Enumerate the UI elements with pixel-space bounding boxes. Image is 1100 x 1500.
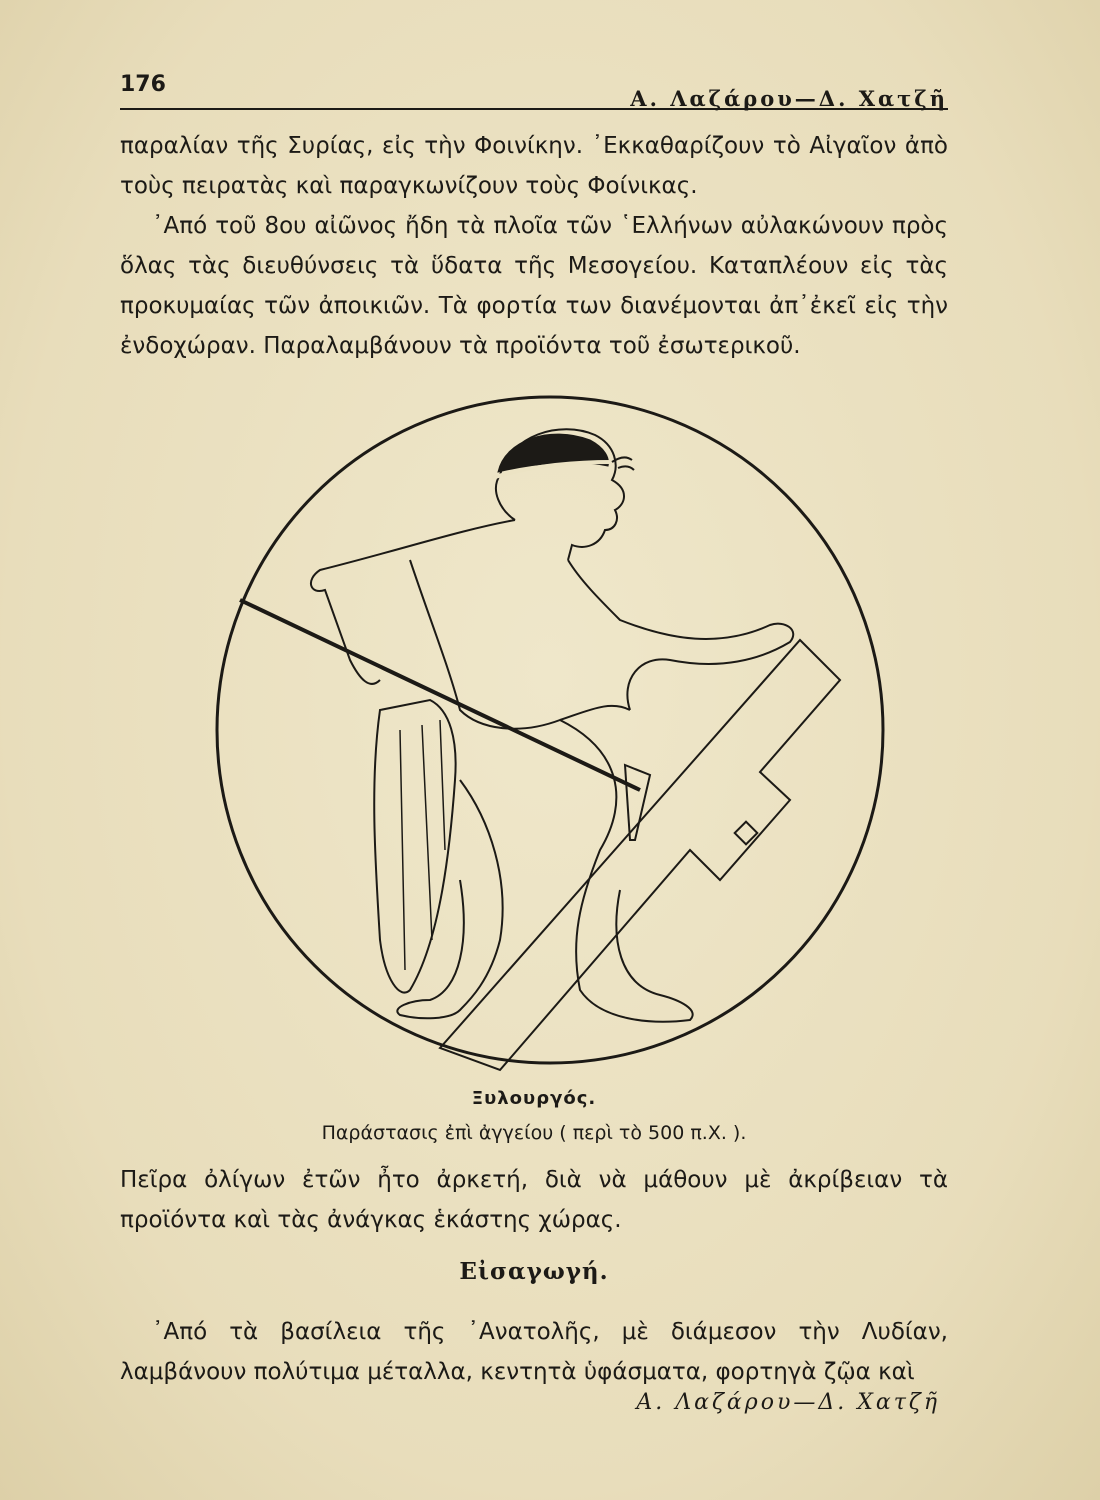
paragraph-4: ᾿Από τὰ βασίλεια τῆς ᾿Ανατολῆς, μὲ διάμεσον τὴν Λυδίαν, λαμβάνουν πολύτιμα μέταλλα, κεντητὰ ὑφάσματα, φορτηγὰ ζῷα καὶ	[120, 1319, 948, 1385]
carpenter-figure-drawing	[200, 380, 900, 1080]
footer-signature: Α. Λαζάρου—Δ. Χατζῆ	[636, 1390, 940, 1415]
header-rule	[120, 108, 948, 110]
section-heading: Εἰσαγωγή.	[459, 1258, 609, 1285]
figure-caption-subtitle: Παράστασις ἐπὶ ἀγγείου ( περὶ τὸ 500 π.Χ. ).	[321, 1122, 747, 1144]
paragraph-2: ᾿Από τοῦ 8ου αἰῶνος ἤδη τὰ πλοῖα τῶν ῾Ελλήνων αὐλακώνουν πρὸς ὅλας τὰς διευθύνσεις τὰ ὕδατα τῆς Μεσογείου. Καταπλέουν εἰς τὰς προκυμαίας τῶν ἀποικιῶν. Τὰ φορτία των διανέμονται ἀπ᾿ἐκεῖ εἰς τὴν ἐνδοχώραν. Παραλαμβάνουν τὰ προϊόντα τοῦ ἐσωτερικοῦ.	[120, 213, 948, 359]
paragraph-3: Πεῖρα ὀλίγων ἐτῶν ἦτο ἀρκετή, διὰ νὰ μάθουν μὲ ἀκρίβειαν τὰ προϊόντα καὶ τὰς ἀνάγκας ἑκάστης χώρας.	[120, 1167, 948, 1233]
text-block-bottom	[120, 1312, 948, 1392]
vase-illustration	[200, 380, 900, 1080]
text-block-middle	[120, 1160, 948, 1240]
figure-caption-title: Ξυλουργός.	[471, 1088, 597, 1109]
page-header	[120, 70, 948, 110]
running-head: Α. Λαζάρου—Δ. Χατζῆ	[630, 86, 948, 111]
paragraph-1: παραλίαν τῆς Συρίας, εἰς τὴν Φοινίκην. ᾿Εκκαθαρίζουν τὸ Αἰγαῖον ἀπὸ τοὺς πειρατὰς καὶ παραγκωνίζουν τοὺς Φοίνικας.	[120, 133, 948, 199]
text-block-top	[120, 126, 948, 366]
page-number: 176	[120, 72, 166, 97]
